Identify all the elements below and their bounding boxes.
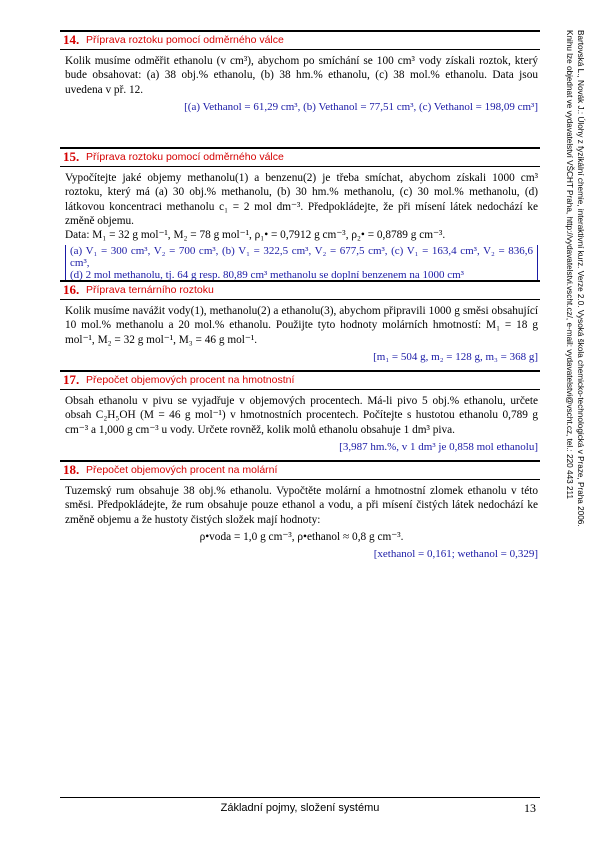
- problem-number: 15.: [63, 149, 80, 164]
- sidebar-line-1: Bartovská L., Novák J.: Úlohy z fyzikální chemie, interaktivní kurz. Verze 2.0. Vysoká škola chemicko-technologická v Praze, Praha 2006.: [576, 30, 585, 527]
- problem-title: Přepočet objemových procent na molární: [86, 464, 278, 476]
- answer-line-2: (d) 2 mol methanolu, tj. 64 g resp. 80,89 cm³ methanolu se doplní benzenem na 1000 cm³: [70, 269, 464, 282]
- problem-answer: [(a) Vethanol = 61,29 cm³, (b) Vethanol = 77,51 cm³, (c) Vethanol = 198,09 cm³]: [184, 100, 538, 113]
- problem-header: [60, 280, 540, 300]
- sidebar-citation: [556, 30, 586, 630]
- problem-text: Vypočítejte jaké objemy methanolu(1) a benzenu(2) je třeba smíchat, abychom získali 1000 cm³ roztoku, který má (a) 30 obj.% methanolu, (b) 30 hm.% methanolu, (c) 30 mol.% methanolu, (d) látkovou koncentraci methanolu c₁ = 2 mol dm⁻³. Předpokládejte, že při mísení látek nedochází ke změně objemu.: [65, 172, 538, 227]
- footer-title: Základní pojmy, složení systému: [220, 802, 380, 814]
- problem-data-line: Data: M₁ = 32 g mol⁻¹, M₂ = 78 g mol⁻¹, ρ₁• = 0,7912 g cm⁻³, ρ₂• = 0,8789 g cm⁻³.: [65, 229, 446, 242]
- problem-number: 16.: [63, 282, 80, 297]
- problem-title: Příprava roztoku pomocí odměrného válce: [86, 34, 284, 46]
- problem-formula: ρ•voda = 1,0 g cm⁻³, ρ•ethanol ≈ 0,8 g cm⁻³.: [199, 530, 404, 543]
- problem-header: [60, 30, 540, 50]
- problem-title: Příprava ternárního roztoku: [86, 284, 214, 296]
- problem-text: Tuzemský rum obsahuje 38 obj.% ethanolu. Vypočtěte molární a hmotnostní zlomek ethanolu v této směsi. Předpokládejte, že rum obsahuje pouze ethanol a vodu, a při mísení čistých látek nedochází ke změně objemu a že hustoty čistých složek mají hodnoty:: [65, 485, 538, 526]
- problem-answer: [m₁ = 504 g, m₂ = 128 g, m₃ = 368 g]: [373, 350, 538, 363]
- page-footer: [60, 797, 540, 818]
- problem-number: 17.: [63, 372, 80, 387]
- problem-header: [60, 460, 540, 480]
- problem-16: [60, 280, 540, 364]
- problem-14: [60, 30, 540, 114]
- page-number: 13: [524, 801, 536, 815]
- problem-answer: [xethanol = 0,161; wethanol = 0,329]: [373, 548, 538, 561]
- sidebar-line-2: Knihu lze objednat ve vydavatelství VŠCHT Praha, http://vydavatelstvi.vscht.cz/, e-mail: vydavatelstvi@vscht.cz, tel.: 220 443 211: [565, 30, 574, 500]
- problem-answer: [65, 245, 538, 281]
- problem-15: [60, 147, 540, 281]
- problem-header: [60, 147, 540, 167]
- problem-17: [60, 370, 540, 454]
- answer-line-1: (a) V₁ = 300 cm³, V₂ = 700 cm³, (b) V₁ = 322,5 cm³, V₂ = 677,5 cm³, (c) V₁ = 163,4 cm³, V₂ = 836,6 cm³,: [70, 245, 533, 270]
- problem-answer: [3,987 hm.%, v 1 dm³ je 0,858 mol ethanolu]: [339, 440, 538, 453]
- problem-title: Příprava roztoku pomocí odměrného válce: [86, 151, 284, 163]
- problem-text: Kolik musíme navážit vody(1), methanolu(2) a ethanolu(3), abychom připravili 1000 g směsi obsahující 10 mol.% methanolu a 20 mol.% ethanolu. Použijte tyto hodnoty molárních hmotností: M₁ = 18 g mol⁻¹, M₂ = 32 g mol⁻¹, M₃ = 46 g mol⁻¹.: [65, 305, 538, 346]
- problem-18: [60, 460, 540, 561]
- problem-header: [60, 370, 540, 390]
- problem-title: Přepočet objemových procent na hmotnostní: [86, 374, 295, 386]
- problem-text: Kolik musíme odměřit ethanolu (v cm³), abychom po smíchání se 100 cm³ vody získali roztok, který bude obsahovat: (a) 38 obj.% ethanolu, (b) 38 hm.% ethanolu, (c) 38 mol.% ethanolu. Data jsou uvedena v př. 12.: [65, 55, 538, 96]
- problem-number: 14.: [63, 32, 80, 47]
- problem-number: 18.: [63, 462, 80, 477]
- problem-text: Obsah ethanolu v pivu se vyjadřuje v objemových procentech. Má-li pivo 5 obj.% ethanolu, určete obsah C₂H₅OH (M = 46 g mol⁻¹) v hmotnostních procentech. Počítejte s hustotou ethanolu 0,789 g cm⁻³ a 1,000 g cm⁻³ u vody. Určete rovněž, kolik molů ethanolu obsahuje 1 dm³ piva.: [65, 395, 538, 436]
